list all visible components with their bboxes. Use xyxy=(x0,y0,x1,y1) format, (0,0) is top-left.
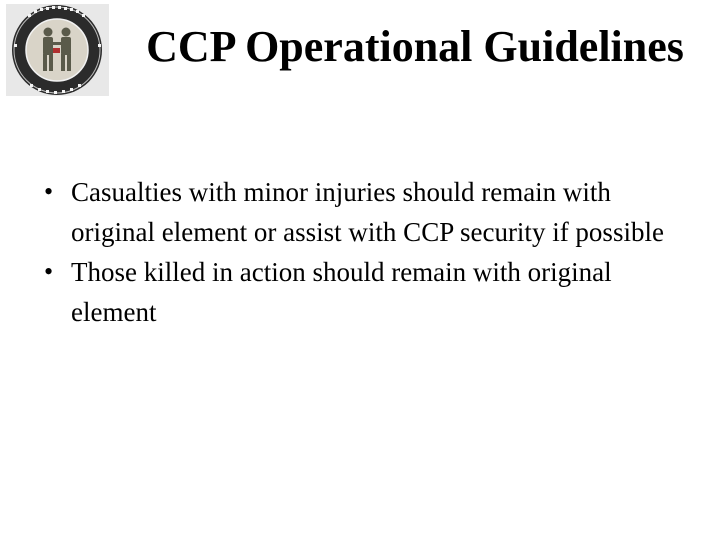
seal-emblem-icon xyxy=(6,4,109,96)
bullet-text: Casualties with minor injuries should remain with original element or assist with CCP security if possible xyxy=(71,177,664,247)
bullet-dot-icon: • xyxy=(44,257,54,286)
bullet-item xyxy=(44,252,684,332)
bullet-list xyxy=(44,172,684,332)
bullet-dot-icon: • xyxy=(44,177,54,206)
bullet-item xyxy=(44,172,684,252)
seal-logo-icon xyxy=(6,4,109,96)
bullet-text: Those killed in action should remain with original element xyxy=(71,257,612,327)
slide-title: CCP Operational Guidelines xyxy=(146,22,684,71)
